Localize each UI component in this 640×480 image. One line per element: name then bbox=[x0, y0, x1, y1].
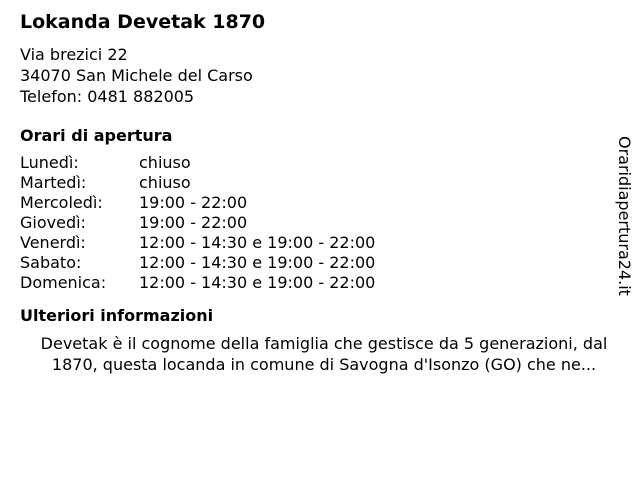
day-label: Mercoledì: bbox=[20, 193, 103, 212]
hours-row bbox=[20, 273, 375, 293]
day-label: Sabato: bbox=[20, 253, 82, 272]
time-value: 19:00 - 22:00 bbox=[139, 213, 248, 232]
day-label: Giovedì: bbox=[20, 213, 86, 232]
day-label: Lunedì: bbox=[20, 153, 79, 172]
site-brand-vertical bbox=[613, 136, 635, 312]
time-value: 19:00 - 22:00 bbox=[139, 193, 248, 212]
time-value: chiuso bbox=[139, 173, 191, 192]
business-description: Devetak è il cognome della famiglia che gestisce da 5 generazioni, dal 1870, questa locanda in comune di Savogna d'Isonzo (GO) che ne... bbox=[40, 334, 608, 374]
time-value: chiuso bbox=[139, 153, 191, 172]
content bbox=[20, 8, 610, 375]
time-value: 12:00 - 14:30 e 19:00 - 22:00 bbox=[139, 253, 376, 272]
hours-row bbox=[20, 213, 375, 233]
hours-row bbox=[20, 153, 375, 173]
business-name: Lokanda Devetak 1870 bbox=[20, 11, 266, 33]
opening-hours-table bbox=[20, 153, 375, 293]
opening-hours-heading: Orari di apertura bbox=[20, 126, 173, 145]
hours-row bbox=[20, 173, 375, 193]
hours-row bbox=[20, 193, 375, 213]
day-label: Martedì: bbox=[20, 173, 87, 192]
hours-row bbox=[20, 233, 375, 253]
street-address: Via brezici 22 bbox=[20, 45, 128, 64]
time-value: 12:00 - 14:30 e 19:00 - 22:00 bbox=[139, 233, 376, 252]
phone-number: Telefon: 0481 882005 bbox=[20, 87, 195, 106]
hours-row bbox=[20, 253, 375, 273]
day-label: Venerdì: bbox=[20, 233, 86, 252]
address-block bbox=[20, 44, 610, 107]
time-value: 12:00 - 14:30 e 19:00 - 22:00 bbox=[139, 273, 376, 292]
city-address: 34070 San Michele del Carso bbox=[20, 66, 253, 85]
more-info-heading: Ulteriori informazioni bbox=[20, 306, 214, 325]
day-label: Domenica: bbox=[20, 273, 107, 292]
site-brand-text: Oraridiapertura24.it bbox=[615, 136, 634, 296]
